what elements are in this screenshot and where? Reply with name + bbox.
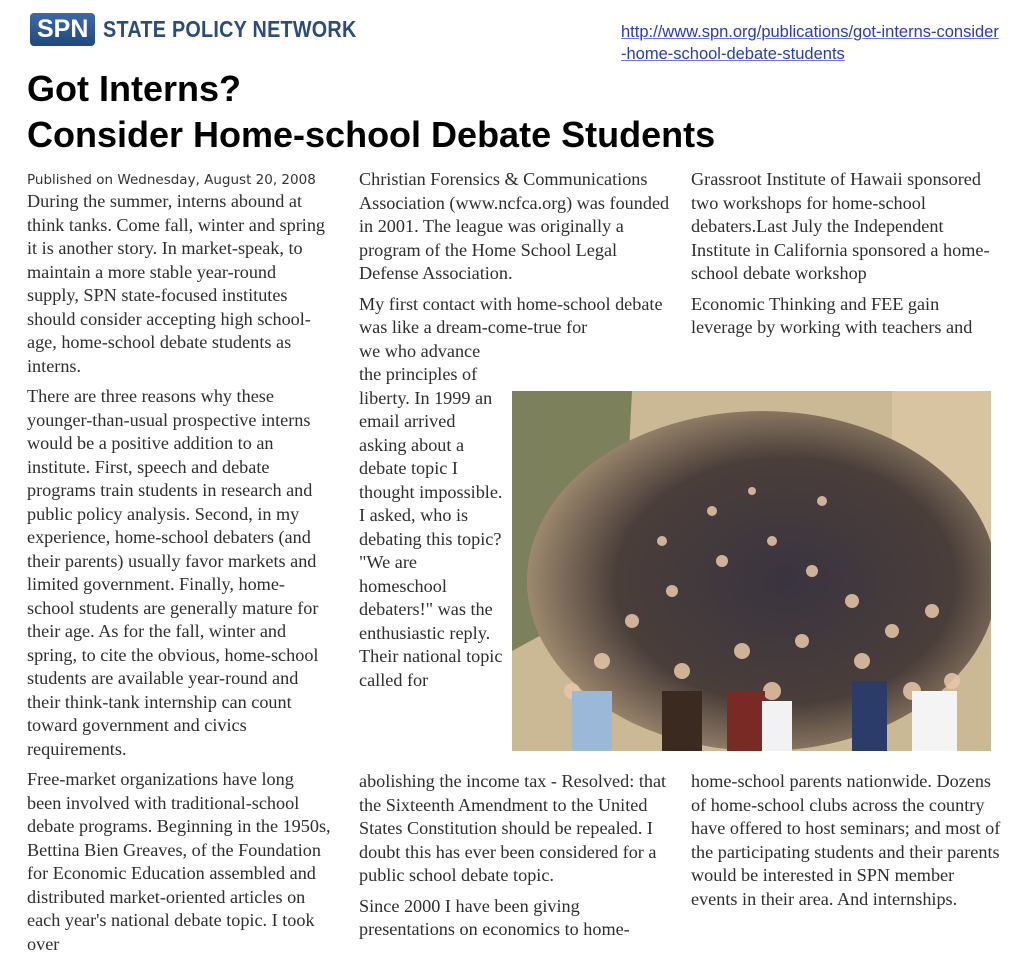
paragraph: abolishing the income tax - Resolved: that the Sixteenth Amendment to the United States Constitution should be repealed. I doubt this has ever been considered for a public school debate topic. (359, 771, 667, 885)
published-date: Published on Wednesday, August 20, 2008 (27, 172, 316, 188)
paragraph: Grassroot Institute of Hawaii sponsored two workshops for home-school debaters.Last July the Independent Institute in California sponsored a home-school debate workshop (691, 169, 990, 283)
article-column-1 (27, 168, 332, 963)
group-photo (512, 391, 991, 751)
article-column-3-bottom (691, 770, 1001, 918)
paragraph: Free-market organizations have long been involved with traditional-school debate programs. Beginning in the 1950s, Bettina Bien Greaves, of the Foundation for Economic Education assembled and distributed market-oriented articles on each year's national debate topic. I took over (27, 769, 331, 954)
paragraph: During the summer, interns abound at think tanks. Come fall, winter and spring it is another story. In market-speak, to maintain a more stable year-round supply, SPN state-focused institutes should consider accepting high school-age, home-school debate students as interns. (27, 191, 326, 376)
paragraph: home-school parents nationwide. Dozens of home-school clubs across the country have offered to host seminars; and most of the participating students and their parents would be interested in SPN member events in their area. And internships. (691, 771, 1001, 909)
paragraph-wrap-around-photo: we who advance the principles of liberty. In 1999 an email arrived asking about a debate topic I thought impossible. I asked, who is debating this topic? "We are homeschool debaters!" was the enthusiastic reply. Their national topic called for (359, 340, 503, 690)
source-url-link[interactable]: http://www.spn.org/publications/got-interns-consider-home-school-debate-students (621, 23, 999, 63)
spn-logo[interactable] (30, 13, 398, 46)
paragraph: Since 2000 I have been giving presentations on economics to home- (359, 895, 630, 939)
title-line-2: Consider Home-school Debate Students (27, 114, 716, 155)
article-column-2-bottom (359, 770, 674, 949)
logo-text: STATE POLICY NETWORK (103, 16, 357, 42)
paragraph: There are three reasons why these younger-than-usual prospective interns would be a positive addition to an institute. First, speech and debate programs train students in research and public policy analysis. Second, in my experience, home-school debaters (and their parents) usually favor markets and limited government. Finally, home-school students are generally mature for their age. As for the fall, winter and spring, to cite the obvious, home-school students are available year-round and their think-tank internship can count toward government and civics requirements. (27, 386, 319, 759)
paragraph: Economic Thinking and FEE gain leverage by working with teachers and (691, 293, 973, 337)
paragraph: Christian Forensics & Communications Association (www.ncfca.org) was founded in 2001. The league was originally a program of the Home School Legal Defense Association. (359, 169, 670, 283)
paragraph-wide: My first contact with home-school debate was like a dream-come-true for (359, 293, 663, 337)
title-line-1: Got Interns? (27, 68, 241, 109)
logo-abbr: SPN (30, 13, 95, 46)
group-photo-image (512, 391, 991, 751)
article-column-3-top (691, 168, 1001, 347)
article-title (27, 66, 715, 158)
